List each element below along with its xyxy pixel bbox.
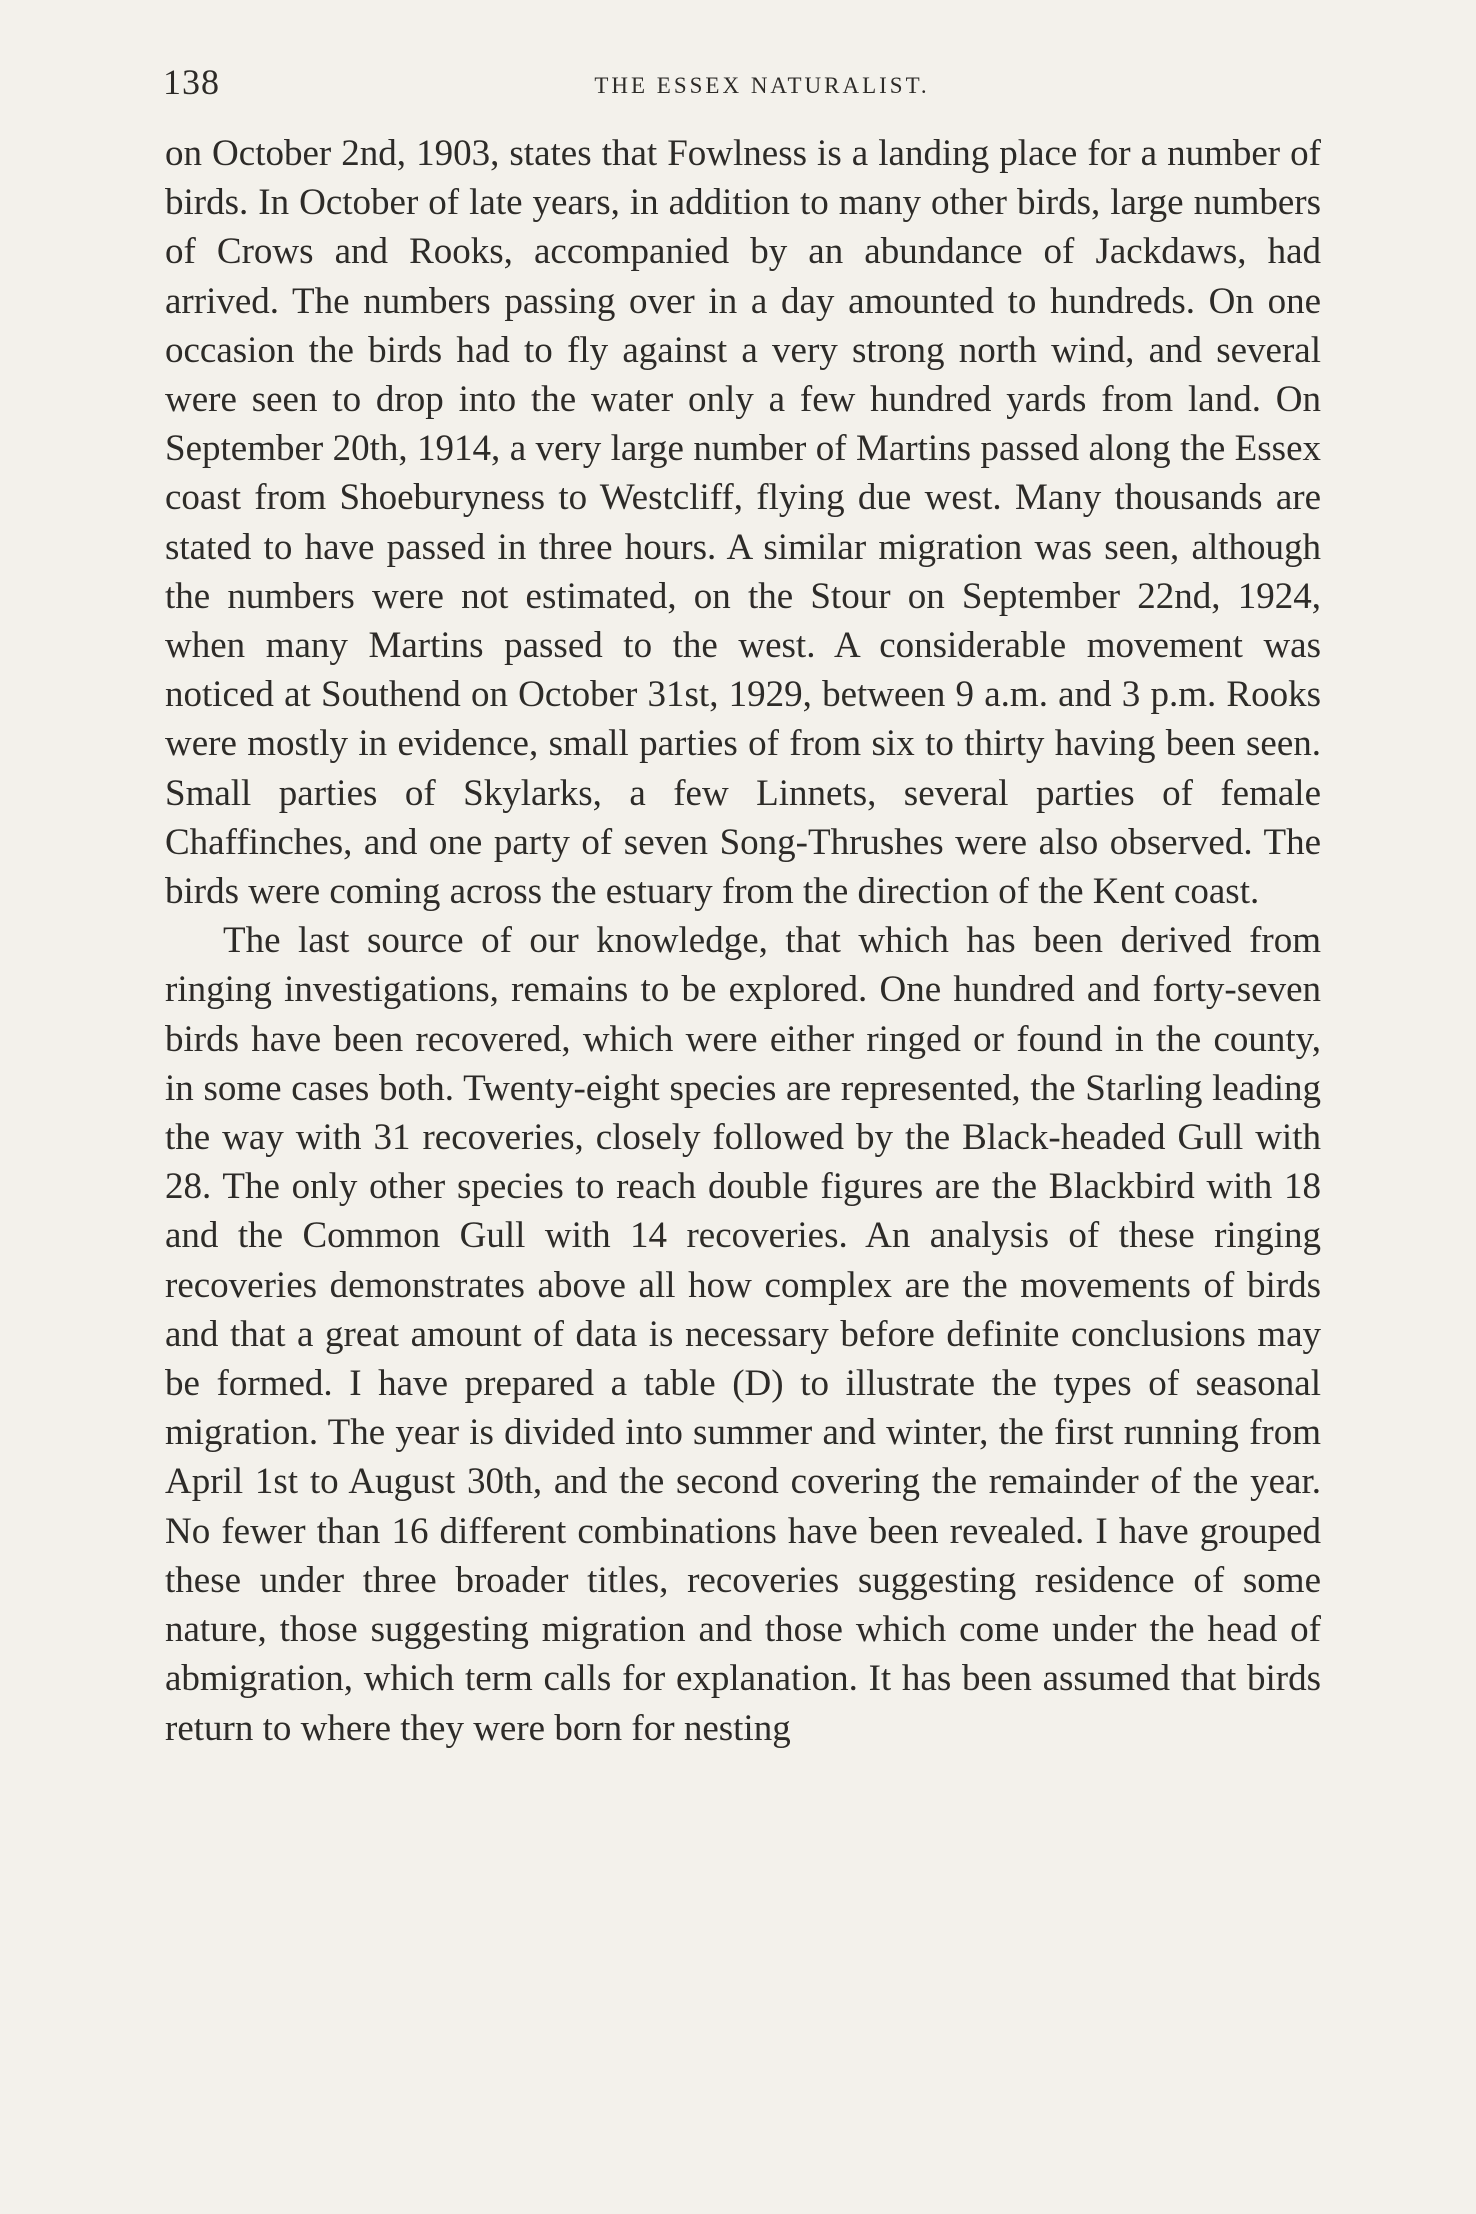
running-head	[163, 52, 1321, 112]
page-number: 138	[163, 62, 220, 102]
body-text	[165, 129, 1321, 1753]
paragraph-ringing-investigations: The last source of our knowledge, that which has been derived from ringing investigations, remains to be explored. One hundred and forty-seven birds have been recovered, which were either ringed or found in the county, in some cases both. Twenty-eight species are represented, the Starling leading the way with 31 recoveries, closely followed by the Black-headed Gull with 28. The only other species to reach double figures are the Blackbird with 18 and the Common Gull with 14 recoveries. An analysis of these ringing recoveries demonstrates above all how complex are the movements of birds and that a great amount of data is necessary before definite conclusions may be formed. I have prepared a table (D) to illustrate the types of seasonal migration. The year is divided into summer and winter, the first running from April 1st to August 30th, and the second covering the remainder of the year. No fewer than 16 different combinations have been revealed. I have grouped these under three broader titles, recoveries suggesting residence of some nature, those suggesting migration and those which come under the head of abmigration, which term calls for explanation. It has been assumed that birds return to where they were born for nesting	[165, 920, 1321, 1749]
journal-title: THE ESSEX NATURALIST.	[594, 73, 930, 98]
paragraph-continued: on October 2nd, 1903, states that Fowlness is a landing place for a number of birds. In October of late years, in addition to many other birds, large numbers of Crows and Rooks, accompanied by an abundance of Jackdaws, had arrived. The numbers passing over in a day amounted to hundreds. On one occasion the birds had to fly against a very strong north wind, and several were seen to drop into the water only a few hundred yards from land. On September 20th, 1914, a very large number of Martins passed along the Essex coast from Shoeburyness to Westcliff, flying due west. Many thousands are stated to have passed in three hours. A similar migration was seen, although the numbers were not estimated, on the Stour on September 22nd, 1924, when many Martins passed to the west. A considerable movement was noticed at Southend on October 31st, 1929, between 9 a.m. and 3 p.m. Rooks were mostly in evidence, small parties of from six to thirty having been seen. Small parties of Skylarks, a few Linnets, several parties of female Chaffinches, and one party of seven Song-Thrushes were also observed. The birds were coming across the estuary from the direction of the Kent coast.	[165, 133, 1321, 913]
